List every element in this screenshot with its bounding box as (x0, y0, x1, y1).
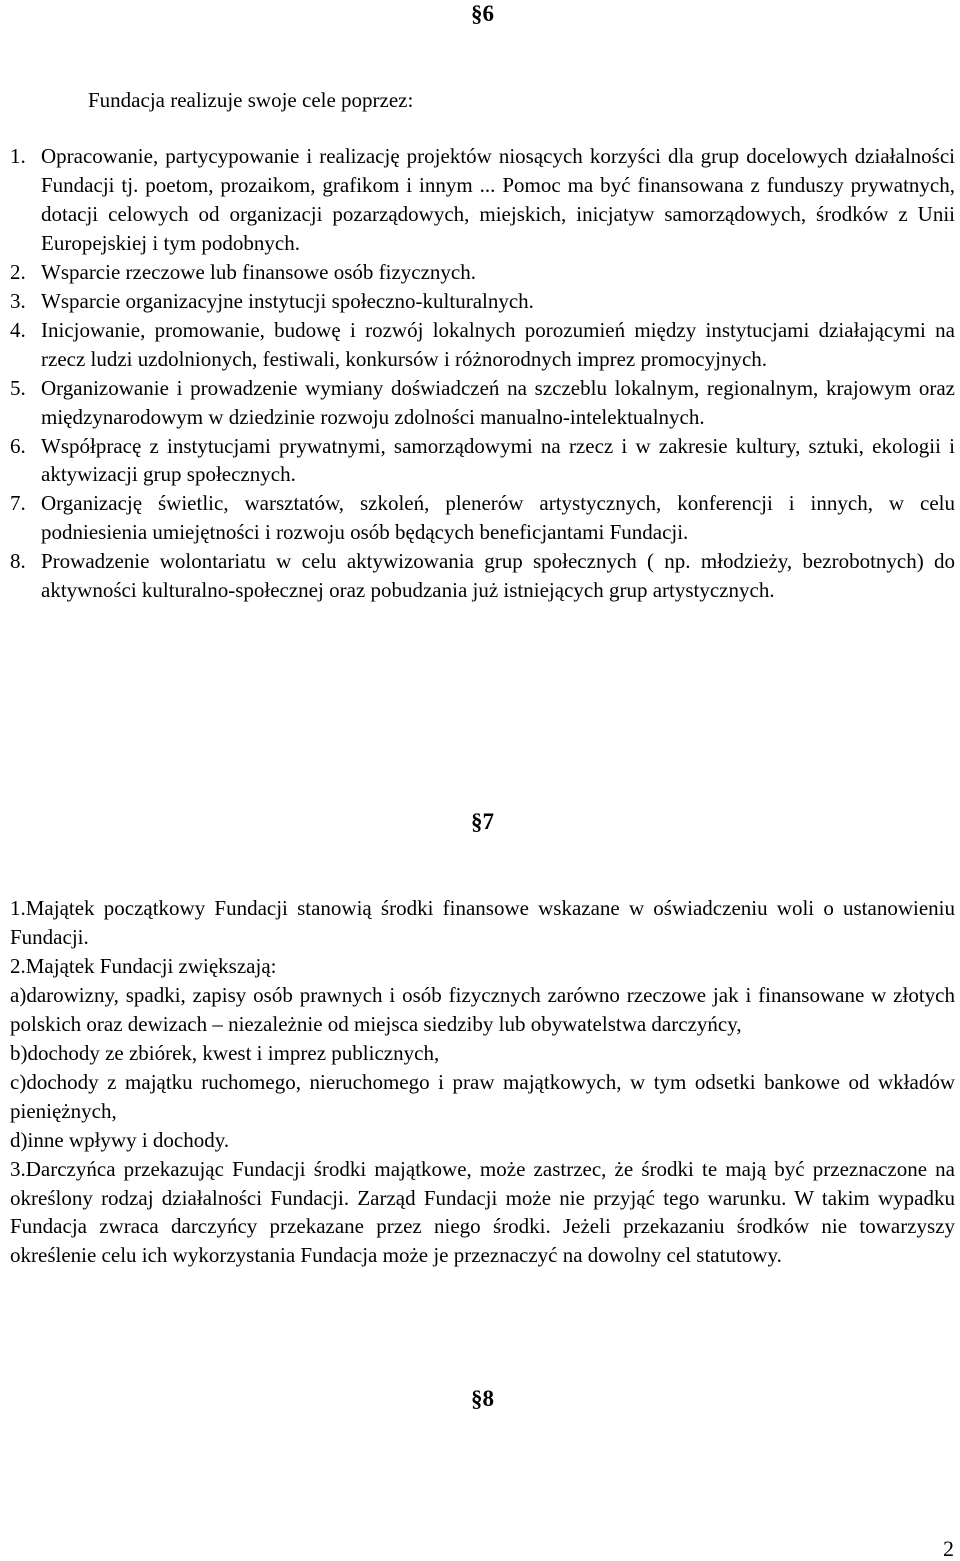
list-item-number: 4. (10, 317, 26, 342)
list-item-number: 2. (10, 259, 26, 284)
list-item-text: Współpracę z instytucjami prywatnymi, samorządowymi na rzecz i w zakresie kultury, sztuki, ekologii i aktywizacji grup społecznych. (41, 433, 955, 487)
list-item-text: Opracowanie, partycypowanie i realizację projektów niosących korzyści dla grup docelowych działalności Fundacji tj. poetom, prozaikom, grafikom i innym ... Pomoc ma być finansowana z funduszy prywatnych, dotacji celowych od organizacji pozarządowych, miejskich, inicjatyw samorządowych, środków z Unii Europejskiej i tym podobnych. (41, 144, 955, 255)
page-number: 2 (943, 1536, 954, 1561)
list-item-text: Inicjowanie, promowanie, budowę i rozwój lokalnych porozumień między instytucjami działającymi na rzecz ludzi uzdolnionych, festiwali, konkursów i różnorodnych imprez promocyjnych. (41, 317, 955, 371)
section-7-body (10, 894, 955, 1270)
paragraph: c)dochody z majątku ruchomego, nieruchomego i praw majątkowych, w tym odsetki bankowe od wkładów pieniężnych, (10, 1069, 955, 1123)
list-item (10, 287, 955, 316)
list-item-text: Wsparcie rzeczowe lub finansowe osób fizycznych. (41, 259, 476, 284)
section-6-intro: Fundacja realizuje swoje cele poprzez: (88, 88, 414, 112)
paragraph: b)dochody ze zbiórek, kwest i imprez publicznych, (10, 1040, 440, 1065)
list-item (10, 432, 955, 490)
list-item (10, 547, 955, 605)
list-item-number: 1. (10, 144, 26, 168)
list-item-number: 5. (10, 375, 26, 400)
paragraph: 2.Majątek Fundacji zwiększają: (10, 953, 277, 978)
list-item (10, 258, 955, 287)
paragraph: a)darowizny, spadki, zapisy osób prawnych i osób fizycznych zarówno rzeczowe jak i finansowane w złotych polskich oraz dewizach – niezależnie od miejsca siedziby lub obywatelstwa darczyńcy, (10, 982, 955, 1036)
section-6-heading: §6 (471, 1, 494, 26)
list-item (10, 374, 955, 432)
list-item-number: 8. (10, 549, 26, 574)
list-item-text: Organizację świetlic, warsztatów, szkoleń, plenerów artystycznych, konferencji i innych, w celu podniesienia umiejętności i rozwoju osób będących beneficjantami Fundacji. (41, 491, 955, 545)
section-6-list (10, 142, 955, 605)
paragraph: d)inne wpływy i dochody. (10, 1127, 230, 1152)
list-item (10, 316, 955, 374)
section-8-heading: §8 (471, 1386, 494, 1411)
paragraph: 3.Darczyńca przekazując Fundacji środki majątkowe, może zastrzec, że środki te mają być przeznaczone na określony rodzaj działalności Fundacji. Zarząd Fundacji może nie przyjąć tego warunku. W takim wypadku Fundacja zwraca darczyńcy przekazane przez niego środki. Jeżeli przekazaniu środków nie towarzyszy określenie celu ich wykorzystania Fundacja może je przeznaczyć na dowolny cel statutowy. (10, 1156, 955, 1268)
paragraph: 1.Majątek początkowy Fundacji stanowią środki finansowe wskazane w oświadczeniu woli o ustanowieniu Fundacji. (10, 896, 955, 949)
list-item-number: 6. (10, 433, 26, 458)
list-item-number: 7. (10, 491, 26, 516)
list-item-text: Wsparcie organizacyjne instytucji społeczno-kulturalnych. (41, 288, 534, 313)
list-item (10, 489, 955, 547)
list-item-text: Organizowanie i prowadzenie wymiany doświadczeń na szczeblu lokalnym, regionalnym, krajowym oraz międzynarodowym w dziedzinie rozwoju zdolności manualno-intelektualnych. (41, 375, 955, 429)
section-7-heading: §7 (471, 809, 494, 834)
list-item (10, 142, 955, 258)
list-item-number: 3. (10, 288, 26, 313)
list-item-text: Prowadzenie wolontariatu w celu aktywizowania grup społecznych ( np. młodzieży, bezrobotnych) do aktywności kulturalno-społecznej oraz pobudzania już istniejących grup artystycznych. (41, 549, 955, 603)
